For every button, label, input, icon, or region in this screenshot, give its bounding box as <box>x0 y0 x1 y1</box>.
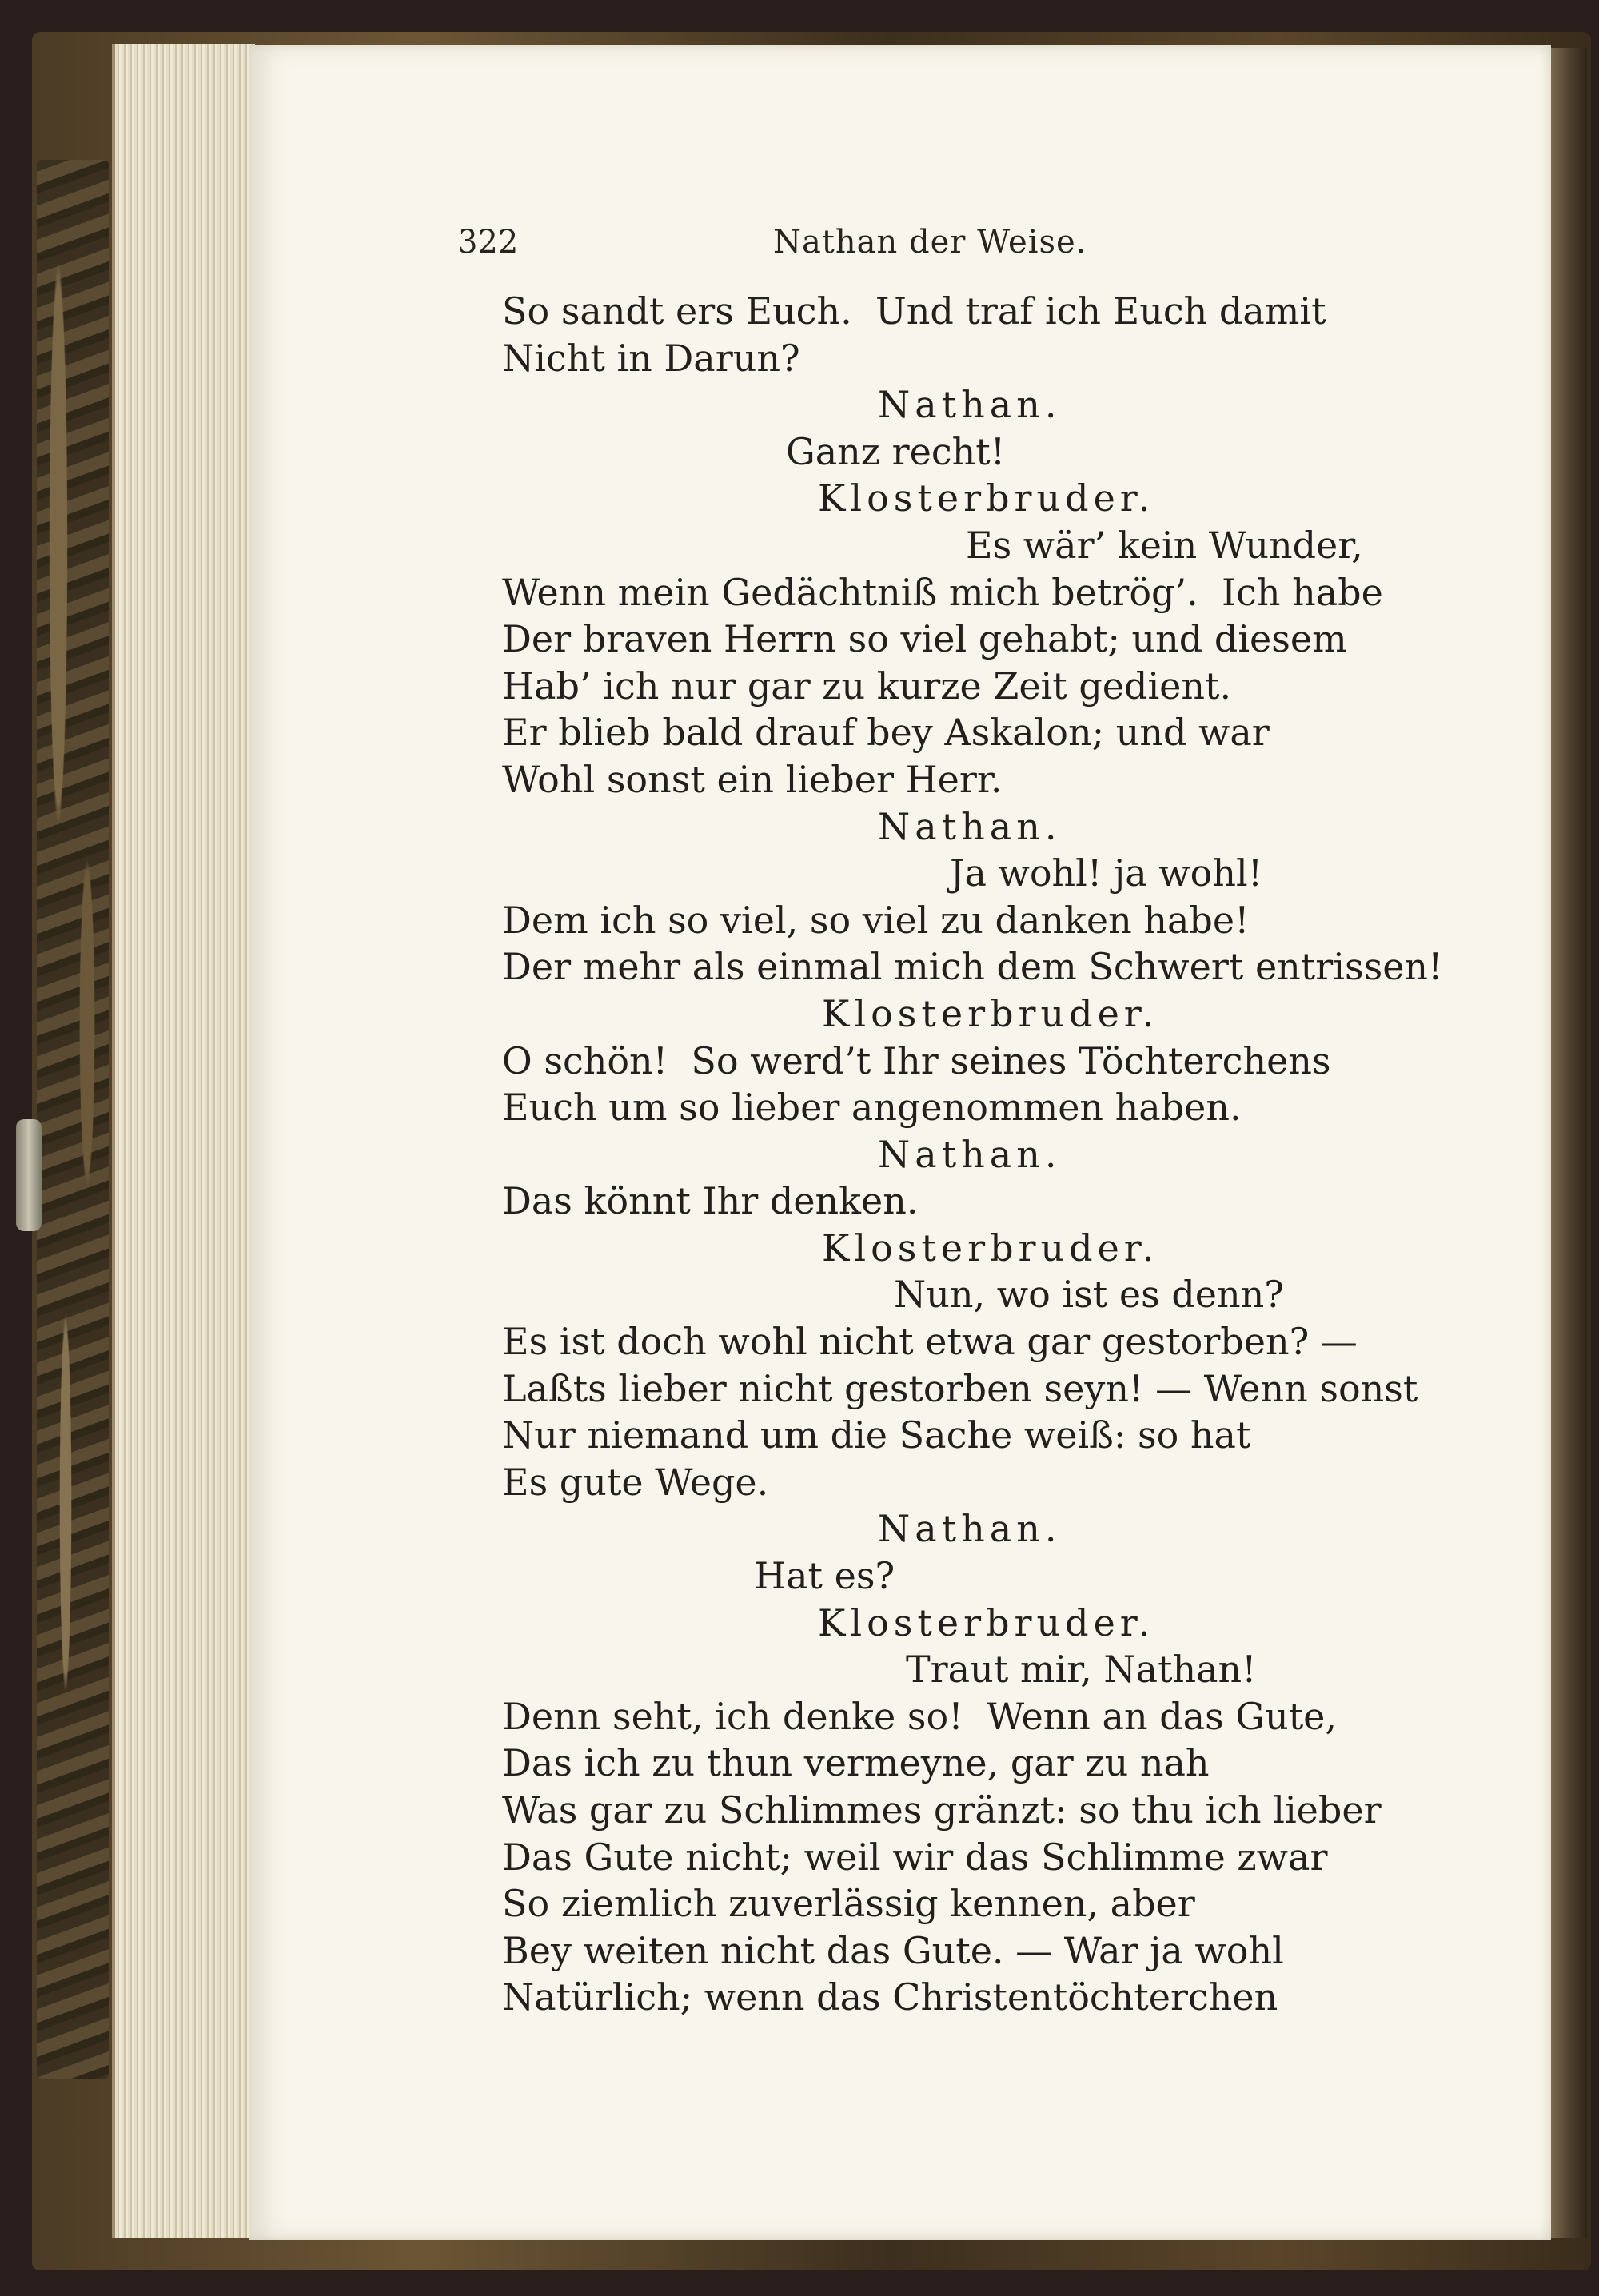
verse-line: Traut mir, Nathan! <box>906 1648 1257 1692</box>
page-number: 322 <box>457 224 519 261</box>
speaker-name: Nathan. <box>878 1132 1062 1176</box>
verse-line: Es ist doch wohl nicht etwa gar gestorben? — <box>502 1320 1358 1364</box>
verse-line: Nur niemand um die Sache weiß: so hat <box>502 1413 1251 1457</box>
marbled-binding <box>37 160 109 2079</box>
verse-line: Er blieb bald drauf bey Askalon; und war <box>502 711 1270 755</box>
verse-line: Ja wohl! ja wohl! <box>950 851 1263 895</box>
verse-line: Was gar zu Schlimmes gränzt: so thu ich lieber <box>502 1788 1382 1832</box>
speaker-name: Klosterbruder. <box>818 1600 1155 1644</box>
speaker-name: Nathan. <box>878 804 1062 848</box>
verse-line: Bey weiten nicht das Gute. — War ja wohl <box>502 1928 1284 1972</box>
verse-line: Dem ich so viel, so viel zu danken habe! <box>502 898 1250 942</box>
speaker-name: Klosterbruder. <box>818 476 1155 520</box>
verse-line: Wenn mein Gedächtniß mich betrög’. Ich habe <box>502 570 1383 614</box>
verse-line: Das ich zu thun vermeyne, gar zu nah <box>502 1741 1210 1785</box>
speaker-name: Klosterbruder. <box>822 1226 1159 1270</box>
binding-edge-right <box>1551 48 1587 2238</box>
speaker-name: Klosterbruder. <box>822 991 1159 1035</box>
verse-line: Hat es? <box>754 1554 895 1598</box>
verse-line: Der mehr als einmal mich dem Schwert entrissen! <box>502 945 1443 989</box>
verse-line: Es gute Wege. <box>502 1460 769 1504</box>
verse-line: Das Gute nicht; weil wir das Schlimme zwar <box>502 1835 1328 1879</box>
verse-line: Der braven Herrn so viel gehabt; und diesem <box>502 617 1347 661</box>
verse-line: So sandt ers Euch. Und traf ich Euch damit <box>502 289 1326 333</box>
verse-line: So ziemlich zuverlässig kennen, aber <box>502 1882 1195 1926</box>
verse-line: Natürlich; wenn das Christentöchterchen <box>502 1975 1278 2019</box>
verse-line: Das könnt Ihr denken. <box>502 1179 919 1223</box>
verse-line: Es wär’ kein Wunder, <box>966 523 1363 567</box>
book-clasp <box>16 1119 42 1231</box>
text-block <box>502 288 1443 2021</box>
verse-line: Ganz recht! <box>786 429 1006 473</box>
verse-line: Nun, wo ist es denn? <box>894 1273 1284 1317</box>
verse-line: Denn seht, ich denke so! Wenn an das Gute, <box>502 1694 1338 1738</box>
verse-line: O schön! So werd’t Ihr seines Töchterchens <box>502 1038 1331 1082</box>
verse-line: Hab’ ich nur gar zu kurze Zeit gedient. <box>502 664 1232 708</box>
verse-line: Laßts lieber nicht gestorben seyn! — Wenn sonst <box>502 1366 1418 1410</box>
verse-line: Nicht in Darun? <box>502 336 800 380</box>
running-title: Nathan der Weise. <box>773 224 1087 261</box>
speaker-name: Nathan. <box>878 383 1062 427</box>
verse-line: Wohl sonst ein lieber Herr. <box>502 757 1003 801</box>
verse-line: Euch um so lieber angenommen haben. <box>502 1086 1242 1130</box>
page-edges <box>112 44 255 2238</box>
speaker-name: Nathan. <box>878 1507 1062 1551</box>
